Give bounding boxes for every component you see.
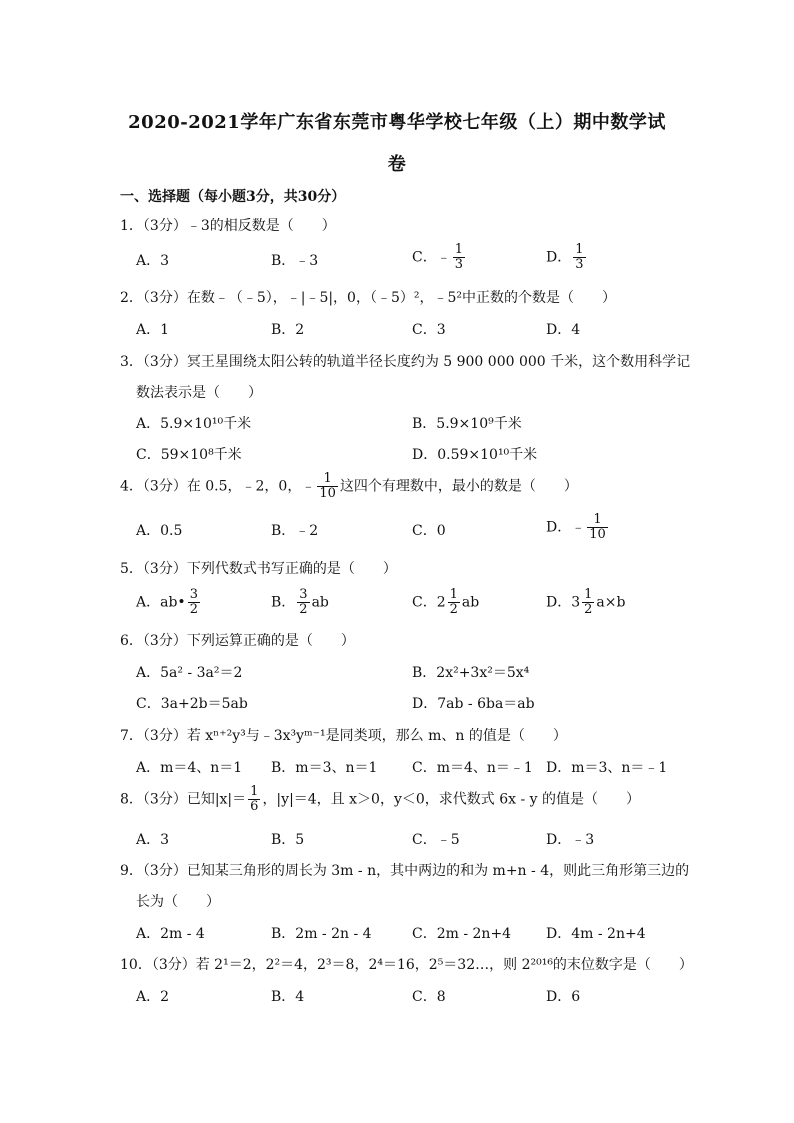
q8-option-b: B．5 (271, 832, 305, 848)
q5-b-fraction (297, 588, 309, 617)
q5-c-prefix: C．2 (412, 594, 446, 611)
q4-stem-prefix: 4．（3分）在 0.5，﹣2，0，﹣ (120, 478, 316, 495)
numerator: 1 (250, 784, 259, 799)
q8-option-c: C．﹣5 (412, 832, 460, 848)
denominator: 2 (299, 602, 308, 617)
q8-stem-prefix: 8．（3分）已知|x|＝ (120, 791, 247, 808)
numerator: 1 (317, 472, 338, 487)
q4-option-d (546, 513, 610, 542)
q5-option-c (412, 588, 479, 617)
numerator: 3 (299, 587, 308, 602)
numerator: 1 (449, 587, 458, 602)
q5-d-fraction (582, 588, 594, 617)
q5-b-suffix: ab (311, 594, 329, 611)
denominator: 2 (584, 602, 593, 617)
q5-c-fraction (448, 588, 460, 617)
question-7-stem: 7．（3分）若 xⁿ⁺²y³与﹣3x³yᵐ⁻¹是同类项，那么 m、n 的值是（ ） (120, 728, 567, 744)
q8-stem-suffix: ，|y|＝4，且 x＞0，y＜0，求代数式 6x ‑ y 的值是（ ） (262, 791, 640, 808)
q5-option-b (271, 588, 329, 617)
q1-c-prefix: C．﹣ (412, 249, 451, 266)
denominator: 10 (589, 527, 606, 542)
q5-option-d (546, 588, 625, 617)
q4-option-a: A．0.5 (136, 523, 183, 539)
q1-c-fraction (453, 243, 465, 272)
q3-option-b: B．5.9×10⁹千米 (412, 416, 522, 432)
q4-option-c: C．0 (412, 523, 446, 539)
numerator: 1 (575, 242, 584, 257)
q10-option-d: D．6 (546, 989, 581, 1005)
q10-option-c: C．8 (412, 989, 446, 1005)
q2-option-d: D．4 (546, 322, 581, 338)
q5-a-fraction (188, 588, 200, 617)
question-1-stem: 1．（3分）﹣3的相反数是（ ） (120, 218, 336, 234)
q5-d-suffix: a×b (596, 594, 626, 611)
q8-option-a: A．3 (136, 832, 170, 848)
q7-option-b: B．m＝3、n＝1 (271, 760, 378, 776)
q6-option-a: A．5a² ‑ 3a²＝2 (136, 665, 243, 681)
q1-option-a: A．3 (136, 253, 170, 269)
denominator: 6 (250, 799, 259, 814)
q3-option-a: A．5.9×10¹⁰千米 (136, 416, 252, 432)
q6-option-d: D．7ab ‑ 6ba＝ab (412, 696, 535, 712)
denominator: 3 (575, 257, 584, 272)
q5-d-prefix: D．3 (546, 594, 581, 611)
q3-option-c: C．59×10⁸千米 (136, 447, 242, 463)
q7-option-a: A．m＝4、n＝1 (136, 760, 243, 776)
q9-option-a: A．2m ‑ 4 (136, 926, 205, 942)
denominator: 2 (189, 602, 198, 617)
numerator: 1 (454, 242, 463, 257)
q4-option-b: B．﹣2 (271, 523, 319, 539)
q6-option-b: B．2x²+3x²＝5x⁴ (412, 665, 530, 681)
q9-option-d: D．4m ‑ 2n+4 (546, 926, 646, 942)
question-6-stem: 6．（3分）下列运算正确的是（ ） (120, 633, 355, 649)
q8-stem-fraction (248, 785, 260, 814)
q5-option-a (136, 588, 202, 617)
q8-option-d: D．﹣3 (546, 832, 595, 848)
numerator: 1 (587, 513, 608, 528)
question-3-stem: 3．（3分）冥王星围绕太阳公转的轨道半径长度约为 5 900 000 000 千米，这个数用科学记 (120, 354, 691, 370)
numerator: 3 (189, 587, 198, 602)
q7-option-c: C．m＝4、n＝﹣1 (412, 760, 533, 776)
q3-option-d: D．0.59×10¹⁰千米 (412, 447, 538, 463)
question-9-stem: 9．（3分）已知某三角形的周长为 3m ‑ n，其中两边的和为 m+n ‑ 4，则此三角形第三边的 (120, 863, 690, 879)
q1-d-fraction (573, 243, 585, 272)
section-heading: 一、选择题（每小题3分，共30分） (120, 189, 346, 205)
q9-option-c: C．2m ‑ 2n+4 (412, 926, 512, 942)
q7-option-d: D．m＝3、n＝﹣1 (546, 760, 668, 776)
question-2-stem: 2．（3分）在数﹣（﹣5），﹣|﹣5|，0，（﹣5）²，﹣5²中正数的个数是（ ） (120, 290, 617, 306)
q1-option-c (412, 243, 467, 272)
page-title-cont: 卷 (387, 154, 407, 175)
numerator: 1 (584, 587, 593, 602)
q9-option-b: B．2m ‑ 2n ‑ 4 (271, 926, 372, 942)
q5-a-prefix: A．ab• (136, 594, 186, 611)
q10-option-b: B．4 (271, 989, 305, 1005)
question-3-stem-cont: 数法表示是（ ） (136, 385, 262, 401)
q4-stem-fraction (317, 472, 338, 501)
q10-option-a: A．2 (136, 989, 170, 1005)
question-4-stem (120, 472, 578, 501)
q2-option-b: B．2 (271, 322, 305, 338)
denominator: 3 (454, 257, 463, 272)
q5-c-suffix: ab (461, 594, 480, 611)
question-5-stem: 5．（3分）下列代数式书写正确的是（ ） (120, 561, 397, 577)
q1-option-d (546, 243, 588, 272)
q6-option-c: C．3a+2b＝5ab (136, 696, 248, 712)
q2-option-c: C．3 (412, 322, 446, 338)
q1-option-b: B．﹣3 (271, 253, 319, 269)
q1-d-prefix: D． (546, 249, 572, 266)
denominator: 2 (449, 602, 458, 617)
q4-stem-suffix: 这四个有理数中，最小的数是（ ） (339, 478, 578, 495)
question-9-stem-cont: 长为（ ） (136, 894, 220, 910)
page-title: 2020-2021学年广东省东莞市粤华学校七年级（上）期中数学试 (128, 112, 666, 133)
q4-d-prefix: D．﹣ (546, 519, 586, 536)
q5-b-prefix: B． (271, 594, 296, 611)
question-8-stem (120, 785, 640, 814)
question-10-stem: 10．（3分）若 2¹＝2，2²＝4，2³＝8，2⁴＝16，2⁵＝32…，则 2²⁰¹⁶的末位数字是（ ） (120, 957, 693, 973)
q4-d-fraction (587, 513, 608, 542)
q2-option-a: A．1 (136, 322, 170, 338)
denominator: 10 (319, 486, 336, 501)
